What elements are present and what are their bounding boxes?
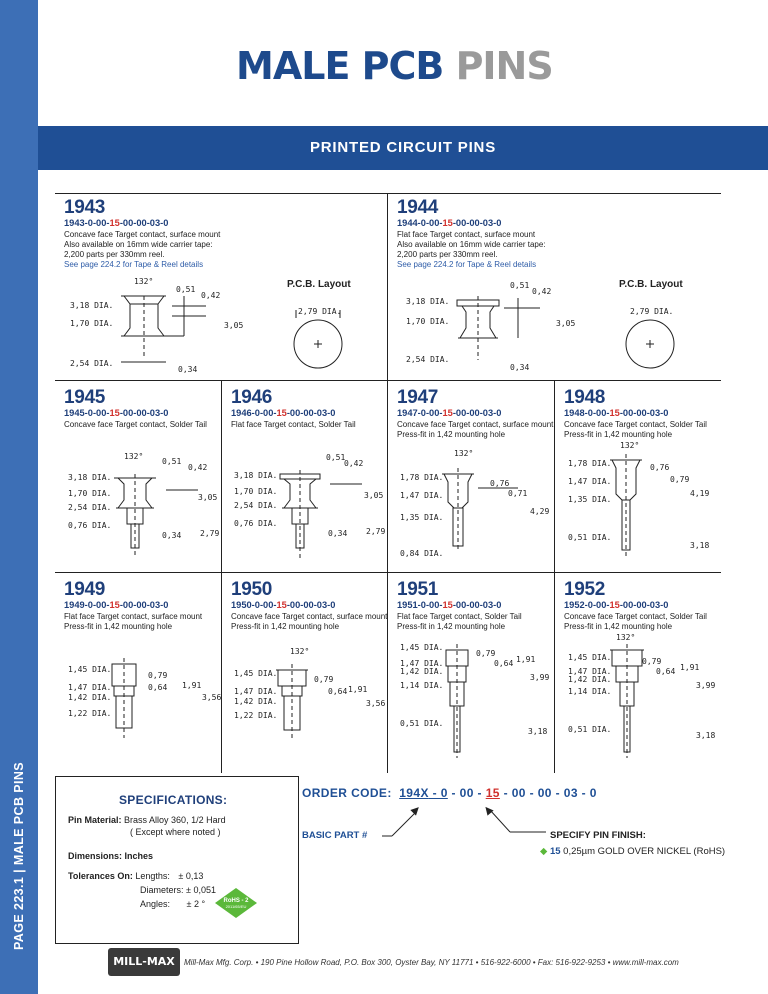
part-code: 1950-0-00-15-00-00-03-0 — [231, 600, 336, 610]
svg-text:2011/65/EU: 2011/65/EU — [225, 904, 247, 909]
svg-text:0,51: 0,51 — [176, 285, 196, 294]
part-desc: Flat face Target contact, surface mount Also available on 16mm wide carrier tape: 2,200 parts per 330mm reel. — [397, 230, 546, 259]
product-1951 — [397, 580, 557, 632]
title-part-b: PINS — [455, 44, 553, 88]
svg-text:132°: 132° — [124, 452, 144, 461]
pin-drawing-1948 — [566, 440, 726, 565]
svg-text:3,56: 3,56 — [202, 693, 222, 702]
svg-text:0,79: 0,79 — [314, 675, 334, 684]
part-number: 1949 — [64, 579, 106, 600]
svg-text:0,76 DIA.: 0,76 DIA. — [68, 521, 112, 530]
pin-drawing-1949 — [66, 650, 226, 750]
svg-text:1,47 DIA.: 1,47 DIA. — [400, 659, 444, 668]
svg-text:1,47 DIA.: 1,47 DIA. — [568, 667, 612, 676]
svg-text:2,54 DIA.: 2,54 DIA. — [68, 503, 112, 512]
svg-text:0,79: 0,79 — [642, 657, 662, 666]
svg-text:3,18 DIA.: 3,18 DIA. — [234, 471, 278, 480]
part-code: 1949-0-00-15-00-00-03-0 — [64, 600, 169, 610]
part-desc: Concave face Target contact, surface mount Press-fit in 1,42 mounting hole — [231, 612, 388, 631]
svg-text:132°: 132° — [134, 277, 154, 286]
order-code: ORDER CODE: 194X - 0 - 00 - 15 - 00 - 00 - 03 - 0 — [302, 786, 597, 800]
product-1950 — [231, 580, 391, 632]
product-1949 — [64, 580, 224, 632]
product-1952 — [564, 580, 724, 632]
part-desc: Concave face Target contact, Solder Tail Press-fit in 1,42 mounting hole — [564, 420, 707, 439]
dimensions-note: Dimensions: Inches — [68, 851, 154, 861]
product-1947 — [397, 388, 557, 440]
pin-drawing-1952 — [566, 632, 726, 765]
part-code: 1945-0-00-15-00-00-03-0 — [64, 408, 169, 418]
svg-text:0,64: 0,64 — [656, 667, 676, 676]
svg-text:0,76 DIA.: 0,76 DIA. — [234, 519, 278, 528]
tolerances-angles: Angles: ± 2 ° — [140, 899, 206, 909]
part-code: 1951-0-00-15-00-00-03-0 — [397, 600, 502, 610]
part-code: 1952-0-00-15-00-00-03-0 — [564, 600, 669, 610]
pin-drawing-1947 — [398, 448, 558, 563]
svg-text:0,76: 0,76 — [490, 479, 510, 488]
svg-text:1,91: 1,91 — [680, 663, 700, 672]
pin-drawing-1950 — [232, 646, 392, 750]
footer-address: Mill-Max Mfg. Corp. • 190 Pine Hollow Road, P.O. Box 300, Oyster Bay, NY 11771 • 516-922-6000 • Fax: 516-922-9253 • www.mill-max.com — [184, 958, 679, 967]
svg-text:1,78 DIA.: 1,78 DIA. — [400, 473, 444, 482]
part-number: 1948 — [564, 387, 606, 408]
svg-text:1,42 DIA.: 1,42 DIA. — [234, 697, 278, 706]
svg-text:1,78 DIA.: 1,78 DIA. — [568, 459, 612, 468]
rohs-badge — [215, 888, 257, 918]
svg-text:1,70 DIA.: 1,70 DIA. — [68, 489, 112, 498]
svg-text:0,42: 0,42 — [201, 291, 221, 300]
sidebar — [0, 0, 38, 994]
svg-text:1,70 DIA.: 1,70 DIA. — [234, 487, 278, 496]
svg-text:1,91: 1,91 — [348, 685, 368, 694]
svg-text:3,05: 3,05 — [198, 493, 218, 502]
svg-text:0,51: 0,51 — [510, 281, 530, 290]
page-title — [236, 44, 553, 88]
svg-text:RoHS - 2: RoHS - 2 — [223, 898, 249, 904]
material-note: ( Except where noted ) — [130, 827, 221, 837]
svg-text:1,45 DIA.: 1,45 DIA. — [68, 665, 112, 674]
svg-text:132°: 132° — [620, 441, 640, 450]
svg-text:2,79: 2,79 — [366, 527, 386, 536]
part-desc: Flat face Target contact, Solder Tail — [231, 420, 356, 429]
svg-text:0,64: 0,64 — [494, 659, 514, 668]
specify-finish-label: SPECIFY PIN FINISH: — [550, 830, 646, 841]
svg-text:1,47 DIA.: 1,47 DIA. — [68, 683, 112, 692]
svg-text:4,19: 4,19 — [690, 489, 710, 498]
svg-text:0,64: 0,64 — [148, 683, 168, 692]
svg-text:2,54 DIA.: 2,54 DIA. — [406, 355, 450, 364]
svg-text:1,47 DIA.: 1,47 DIA. — [568, 477, 612, 486]
pcb-layout-1943 — [288, 296, 388, 376]
pcb-layout-label: P.C.B. Layout — [619, 279, 683, 290]
svg-text:0,42: 0,42 — [344, 459, 364, 468]
part-number: 1947 — [397, 387, 439, 408]
svg-text:0,42: 0,42 — [188, 463, 208, 472]
part-number: 1952 — [564, 579, 606, 600]
mill-max-logo: MILL-MAX — [108, 948, 180, 976]
basic-part-label: BASIC PART # — [302, 830, 368, 841]
svg-text:3,99: 3,99 — [696, 681, 716, 690]
pin-material: Pin Material: Brass Alloy 360, 1/2 Hard — [68, 815, 226, 825]
svg-text:1,35 DIA.: 1,35 DIA. — [568, 495, 612, 504]
tolerances-diameters: Diameters: ± 0,051 — [140, 885, 216, 895]
svg-text:1,45 DIA.: 1,45 DIA. — [568, 653, 612, 662]
title-part-a: MALE PCB — [236, 44, 456, 88]
svg-text:1,70 DIA.: 1,70 DIA. — [70, 319, 114, 328]
product-1945 — [64, 388, 224, 430]
part-code: 1946-0-00-15-00-00-03-0 — [231, 408, 336, 418]
svg-text:0,34: 0,34 — [510, 363, 530, 372]
svg-text:1,42 DIA.: 1,42 DIA. — [400, 667, 444, 676]
svg-text:3,05: 3,05 — [224, 321, 244, 330]
svg-text:1,47 DIA.: 1,47 DIA. — [400, 491, 444, 500]
specifications-title: SPECIFICATIONS: — [119, 793, 228, 807]
product-1948 — [564, 388, 724, 440]
svg-text:132°: 132° — [454, 449, 474, 458]
svg-text:3,18: 3,18 — [528, 727, 548, 736]
svg-text:0,79: 0,79 — [670, 475, 690, 484]
section-banner: PRINTED CIRCUIT PINS — [38, 126, 768, 170]
svg-text:1,42 DIA.: 1,42 DIA. — [568, 675, 612, 684]
svg-text:4,29: 4,29 — [530, 507, 550, 516]
svg-text:0,51 DIA.: 0,51 DIA. — [568, 725, 612, 734]
product-1944 — [397, 198, 657, 270]
part-code: 1943-0-00-15-00-00-03-0 — [64, 218, 169, 228]
svg-text:3,18: 3,18 — [696, 731, 716, 740]
svg-text:0,51: 0,51 — [162, 457, 182, 466]
svg-text:2,79: 2,79 — [200, 529, 220, 538]
pin-drawing-1951 — [398, 640, 558, 765]
part-number: 1945 — [64, 387, 106, 408]
svg-text:0,42: 0,42 — [532, 287, 552, 296]
svg-text:1,22 DIA.: 1,22 DIA. — [234, 711, 278, 720]
part-desc: Concave face Target contact, Solder Tail — [64, 420, 207, 429]
part-code: 1947-0-00-15-00-00-03-0 — [397, 408, 502, 418]
part-number: 1951 — [397, 579, 439, 600]
part-number: 1944 — [397, 197, 439, 218]
svg-text:2,54 DIA.: 2,54 DIA. — [70, 359, 114, 368]
diamond-icon: ◆ — [540, 846, 548, 857]
svg-text:1,91: 1,91 — [182, 681, 202, 690]
pin-drawing-1946 — [232, 450, 392, 565]
svg-text:0,51: 0,51 — [326, 453, 346, 462]
svg-text:0,64: 0,64 — [328, 687, 348, 696]
svg-text:3,05: 3,05 — [364, 491, 384, 500]
svg-text:1,14 DIA.: 1,14 DIA. — [568, 687, 612, 696]
svg-text:0,79: 0,79 — [476, 649, 496, 658]
product-1943 — [64, 198, 324, 270]
svg-text:0,51 DIA.: 0,51 DIA. — [400, 719, 444, 728]
svg-text:1,45 DIA.: 1,45 DIA. — [400, 643, 444, 652]
svg-text:2,79 DIA.: 2,79 DIA. — [630, 307, 674, 316]
tape-reel-link[interactable]: See page 224.2 for Tape & Reel details — [64, 260, 204, 269]
svg-text:0,84 DIA.: 0,84 DIA. — [400, 549, 444, 558]
svg-text:0,51 DIA.: 0,51 DIA. — [568, 533, 612, 542]
svg-text:0,34: 0,34 — [328, 529, 348, 538]
svg-text:2,79 DIA.: 2,79 DIA. — [298, 307, 342, 316]
tolerances-lengths: Tolerances On: Lengths: ± 0,13 — [68, 871, 204, 881]
tape-reel-link[interactable]: See page 224.2 for Tape & Reel details — [397, 260, 537, 269]
svg-text:3,99: 3,99 — [530, 673, 550, 682]
pcb-layout-1944 — [622, 296, 722, 376]
svg-text:0,34: 0,34 — [162, 531, 182, 540]
part-desc: Concave face Target contact, surface mount Press-fit in 1,42 mounting hole — [397, 420, 554, 439]
part-desc: Flat face Target contact, surface mount Press-fit in 1,42 mounting hole — [64, 612, 203, 631]
svg-text:3,18: 3,18 — [690, 541, 710, 550]
sidebar-label: PAGE 223.1 | MALE PCB PINS — [12, 761, 26, 950]
svg-text:1,47 DIA.: 1,47 DIA. — [234, 687, 278, 696]
part-code: 1948-0-00-15-00-00-03-0 — [564, 408, 669, 418]
finish-option: ◆ 15 0,25µm GOLD OVER NICKEL (RoHS) — [540, 846, 726, 857]
svg-text:132°: 132° — [616, 633, 636, 642]
svg-text:3,05: 3,05 — [556, 319, 576, 328]
part-desc: Flat face Target contact, Solder Tail Press-fit in 1,42 mounting hole — [397, 612, 522, 631]
svg-text:1,35 DIA.: 1,35 DIA. — [400, 513, 444, 522]
svg-text:1,22 DIA.: 1,22 DIA. — [68, 709, 112, 718]
svg-text:2,54 DIA.: 2,54 DIA. — [234, 501, 278, 510]
product-1946 — [231, 388, 391, 430]
pin-drawing-1943 — [66, 276, 266, 376]
part-desc: Concave face Target contact, surface mount Also available on 16mm wide carrier tape: 2,200 parts per 330mm reel. — [64, 230, 221, 259]
pcb-layout-label: P.C.B. Layout — [287, 279, 351, 290]
specifications-box — [55, 776, 299, 944]
svg-text:0,71: 0,71 — [508, 489, 528, 498]
pin-drawing-1945 — [66, 450, 226, 565]
svg-text:3,18 DIA.: 3,18 DIA. — [406, 297, 450, 306]
svg-text:1,70 DIA.: 1,70 DIA. — [406, 317, 450, 326]
part-desc: Concave face Target contact, Solder Tail Press-fit in 1,42 mounting hole — [564, 612, 707, 631]
part-number: 1950 — [231, 579, 273, 600]
svg-text:132°: 132° — [290, 647, 310, 656]
svg-text:0,34: 0,34 — [178, 365, 198, 374]
svg-text:1,45 DIA.: 1,45 DIA. — [234, 669, 278, 678]
svg-text:0,76: 0,76 — [650, 463, 670, 472]
part-number: 1943 — [64, 197, 106, 218]
part-number: 1946 — [231, 387, 273, 408]
svg-text:1,42 DIA.: 1,42 DIA. — [68, 693, 112, 702]
part-code: 1944-0-00-15-00-00-03-0 — [397, 218, 502, 228]
pin-drawing-1944 — [400, 276, 600, 376]
svg-text:3,18 DIA.: 3,18 DIA. — [70, 301, 114, 310]
svg-text:1,91: 1,91 — [516, 655, 536, 664]
svg-text:3,18 DIA.: 3,18 DIA. — [68, 473, 112, 482]
svg-text:3,56: 3,56 — [366, 699, 386, 708]
svg-text:1,14 DIA.: 1,14 DIA. — [400, 681, 444, 690]
svg-text:0,79: 0,79 — [148, 671, 168, 680]
